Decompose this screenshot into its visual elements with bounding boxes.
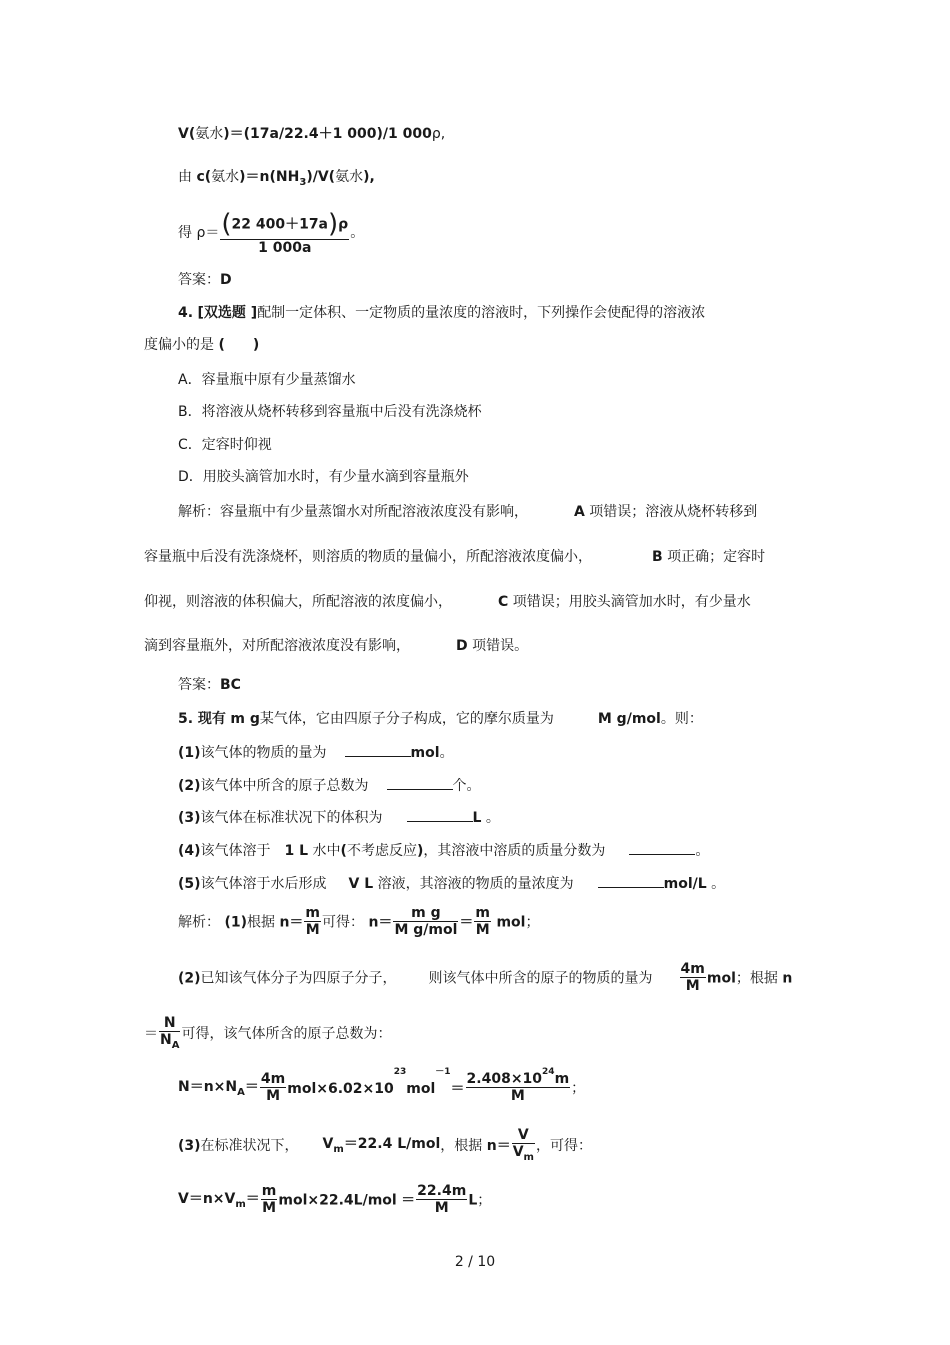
answer-blank	[598, 875, 664, 888]
subquestion-1: (1)该气体的物质的量为 mol。	[178, 745, 454, 761]
option-d: D．用胶头滴管加水时，有少量水滴到容量瓶外	[178, 469, 469, 485]
fraction: $\frac{V}{V_m}$	[512, 1127, 534, 1164]
explanation-5-volume: $V=n\times V_m=$ $\frac{m}{M}$ mol×22.4L/mol ＝ $\frac{22.4m}{M}$ L；	[178, 1183, 492, 1217]
fraction: $\frac{m}{M}$	[475, 905, 490, 939]
fraction: $\frac{\text{m g}}{\text{M g/mol}}$	[394, 905, 458, 939]
answer-blank	[407, 809, 473, 822]
density-fraction: $\frac{(22 400+17a)\rho}{1 000a}$	[221, 209, 349, 256]
fraction: $\frac{2.408\times 10^{24}m}{M}$	[466, 1067, 570, 1105]
answer-blank	[387, 777, 453, 790]
option-a: A．容量瓶中原有少量蒸馏水	[178, 372, 356, 388]
subquestion-3: (3)该气体在标准状况下的体积为 L 。	[178, 810, 500, 826]
explanation-4-line-4: 滴到容量瓶外，对所配溶液浓度没有影响， D 项错误。	[144, 638, 529, 654]
solution-line-concentration: 由 c(氨水)$=n(NH_3)/V$(氨水),	[178, 169, 375, 188]
explanation-5-part-1: 解析： (1)根据 n＝ $\frac{m}{M}$ 可得： n＝ $\frac{\text{m g}}{\text{M g/mol}}$ ＝ $\frac{m}{M}$ mol；	[178, 905, 540, 939]
fraction: $\frac{4m}{M}$	[260, 1071, 286, 1105]
question-4-stem-cont: 度偏小的是 ( )	[144, 337, 260, 353]
explanation-4-line-2: 容量瓶中后没有洗涤烧杯，则溶质的物质的量偏小，所配溶液浓度偏小， B 项正确；定容时	[144, 549, 766, 565]
answer-3: 答案：D	[178, 272, 232, 288]
answer-4: 答案：BC	[178, 677, 241, 693]
fraction: $\frac{N}{N_A}$	[160, 1015, 180, 1052]
subquestion-4: (4)该气体溶于 1 L 水中(不考虑反应)，其溶液中溶质的质量分数为 。	[178, 843, 710, 859]
question-4-stem: 4. [双选题 ]配制一定体积、一定物质的量浓度的溶液时，下列操作会使配得的溶液浓	[178, 305, 706, 321]
solution-line-volume: V(氨水)＝(17a/22.4＋1 000)/1 000ρ,	[178, 126, 446, 142]
option-c: C．定容时仰视	[178, 437, 272, 453]
answer-blank	[345, 744, 411, 757]
subquestion-5: (5)该气体溶于水后形成 V L 溶液，其溶液的物质的量浓度为 mol/L 。	[178, 876, 726, 892]
solution-line-density: 得 ρ＝ $\frac{(22 400+17a)\rho}{1 000a}$ 。	[178, 209, 365, 256]
fraction: $\frac{m}{M}$	[261, 1183, 277, 1217]
explanation-5-part-3: (3)在标准状况下， $V_m=22.4$ L/mol，根据 n＝ $\frac{V}{V_m}$ ，可得：	[178, 1127, 592, 1164]
fraction: $\frac{22.4m}{M}$	[417, 1183, 467, 1217]
answer-blank	[629, 842, 695, 855]
explanation-4-line-1: 解析：容量瓶中有少量蒸馏水对所配溶液浓度没有影响， A 项错误；溶液从烧杯转移到	[178, 504, 758, 520]
explanation-5-atom-count: $N=n\times N_A=$ $\frac{4m}{M}$ $mol\times 6.02\times 10^{23}mol^{-1}=$ $\frac{2.408\times 10^{24}m}{M}$ ；	[178, 1067, 586, 1105]
explanation-5-part-2: (2)已知该气体分子为四原子分子， 则该气体中所含的原子的物质的量为 $\frac{4m}{M}$ mol；根据 n	[178, 961, 793, 995]
question-5-stem: 5. 现有 m g某气体，它由四原子分子构成，它的摩尔质量为 M g/mol。则：	[178, 711, 703, 727]
fraction: $\frac{4m}{M}$	[680, 961, 705, 995]
option-b: B．将溶液从烧杯转移到容量瓶中后没有洗涤烧杯	[178, 404, 482, 420]
explanation-4-line-3: 仰视，则溶液的体积偏大，所配溶液的浓度偏小， C 项错误；用胶头滴管加水时，有少量水	[144, 594, 751, 610]
explanation-5-part-2-cont: ＝ $\frac{N}{N_A}$ 可得，该气体所含的原子总数为：	[144, 1015, 392, 1052]
fraction: $\frac{m}{M}$	[305, 905, 321, 939]
subquestion-2: (2)该气体中所含的原子总数为 个。	[178, 778, 481, 794]
page-number: 2 / 10	[454, 1254, 496, 1270]
